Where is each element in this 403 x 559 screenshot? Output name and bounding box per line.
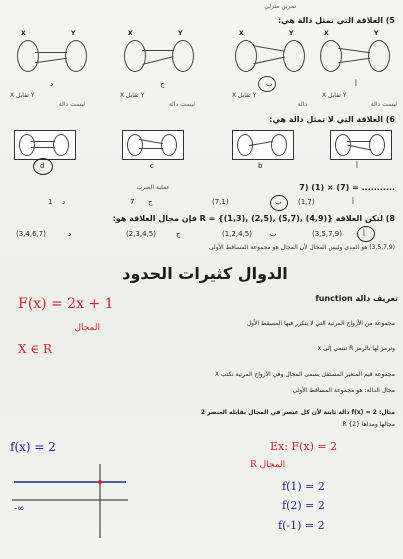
- constant-function-graph: [10, 460, 130, 540]
- q5-diagram-a: X Y: [318, 30, 398, 74]
- q7-side-note: عملية الضرب: [136, 184, 170, 191]
- top-margin-text: تمرين منزلي: [264, 3, 296, 10]
- q5-diagram-b: X Y: [233, 30, 313, 74]
- q6-option-d: d: [40, 162, 45, 170]
- q7-letter-d: د: [62, 198, 66, 206]
- graph-svg: [10, 460, 130, 540]
- q5-note-d: ليست دالة: [58, 101, 85, 108]
- q7-answer-a: (1,7): [298, 198, 315, 206]
- handwritten-fx: F(x) = 2x + 1: [18, 296, 114, 312]
- q7-letter-c: ج: [148, 198, 153, 206]
- handwritten-f1: f(1) = 2: [282, 480, 325, 493]
- q8-note: (3,5,7,9) هو المدى وليس المجال لأن المجال هو مجموعة المساقط الأولى: [208, 244, 395, 251]
- q8-answer-d: (3,4,6,7): [16, 230, 46, 238]
- definition-line-1: مجموعة من الأزواج المرتبة التي لا يتكرر فيها المسقط الأول: [246, 320, 395, 327]
- q6-diagram-c: [122, 130, 184, 160]
- handwritten-x-in-r: X ∈ R: [18, 342, 53, 356]
- q8-letter-c: ج: [176, 230, 181, 238]
- section-title: الدوال كثيرات الحدود: [122, 264, 288, 283]
- q8-letter-d: د: [68, 230, 72, 238]
- q5-diagram-d: X Y: [15, 30, 95, 74]
- definition-line-5: مثال: f(x) = 2 دالة ثابتة لأن كل عنصر في المجال يقابله العنصر 2: [200, 409, 395, 416]
- definition-label: تعريف دالة function: [315, 294, 398, 303]
- q6-selected-answer-mark: [33, 158, 53, 175]
- q6-option-a: أ: [356, 162, 358, 170]
- q6-diagram-a: [330, 130, 392, 160]
- handwritten-f-minus1: f(-1) = 2: [278, 519, 325, 532]
- q5-caption-b: X تقابل Y: [232, 92, 257, 99]
- q5-selected-answer-mark: [258, 76, 276, 92]
- q6-option-b: b: [258, 162, 263, 170]
- q8-answer-c: (2,3,4,5): [126, 230, 156, 238]
- q7-heading: 7) (1) × (7) = ...........: [299, 183, 395, 192]
- q8-answer-a: (3,5,7,9): [312, 230, 342, 238]
- handwritten-domain: المجال: [74, 323, 100, 333]
- q6-diagram-b: [232, 130, 294, 160]
- q7-letter-b: ب: [275, 198, 282, 206]
- q8-heading: 8) لتكن العلاقة R = {(1,3), (2,5), (5,7), (4,9)} فإن مجال العلاقة هو:: [112, 214, 395, 223]
- q5-caption-c: X تقابل Y: [120, 92, 145, 99]
- definition-line-6: R مجالها ومداها {2}: [342, 421, 395, 428]
- q5-diagram-c: X Y: [122, 30, 202, 74]
- handwritten-r-label: R المجال: [250, 460, 286, 470]
- q7-answer-c: 7: [130, 198, 135, 206]
- q6-diagram-d: [14, 130, 76, 160]
- q5-option-b: ب: [266, 80, 273, 88]
- q8-selected-answer-mark: [357, 226, 375, 242]
- handwritten-infinity: -∞: [14, 504, 25, 514]
- q5-caption-a: X تقابل Y: [322, 92, 347, 99]
- q5-note-c: ليست دالة: [168, 101, 195, 108]
- q5-note-a: ليست دالة: [370, 101, 397, 108]
- q5-heading: 5) العلاقة التي تمثل دالة هي:: [277, 16, 395, 25]
- definition-line-2: x تنتمي إلى R ونرمز لها بالرمز: [317, 345, 395, 352]
- q5-note-b: دالة: [297, 101, 307, 108]
- q5-option-a: أ: [355, 80, 357, 88]
- q8-letter-a: أ: [363, 230, 365, 238]
- handwritten-f2: f(2) = 2: [282, 499, 325, 512]
- q6-option-c: c: [150, 162, 154, 170]
- q5-caption-d: X تقابل Y: [10, 92, 35, 99]
- q8-answer-b: (1,2,4,5): [222, 230, 252, 238]
- q5-option-c: ج: [160, 80, 165, 88]
- handwritten-bottom-fx: f(x) = 2: [10, 440, 56, 454]
- q7-answer-d: 1: [48, 198, 53, 206]
- handwritten-example: Ex: F(x) = 2: [270, 440, 338, 453]
- q7-answer-b: (7,1): [212, 198, 229, 206]
- q6-heading: 6) العلاقة التي لا تمثل دالة هي:: [269, 115, 395, 124]
- definition-line-3: X مجموعة قيم المتغير المستقل يسمى المجال وفي الأزواج المرتبة نكتب: [214, 371, 395, 378]
- q5-option-d: د: [50, 80, 54, 88]
- q8-letter-b: ب: [270, 230, 277, 238]
- definition-line-4: مجال الدالة: هو مجموعة المساقط الأولى: [292, 387, 395, 394]
- q7-letter-a: أ: [352, 198, 354, 206]
- q7-selected-answer-mark: [270, 195, 288, 211]
